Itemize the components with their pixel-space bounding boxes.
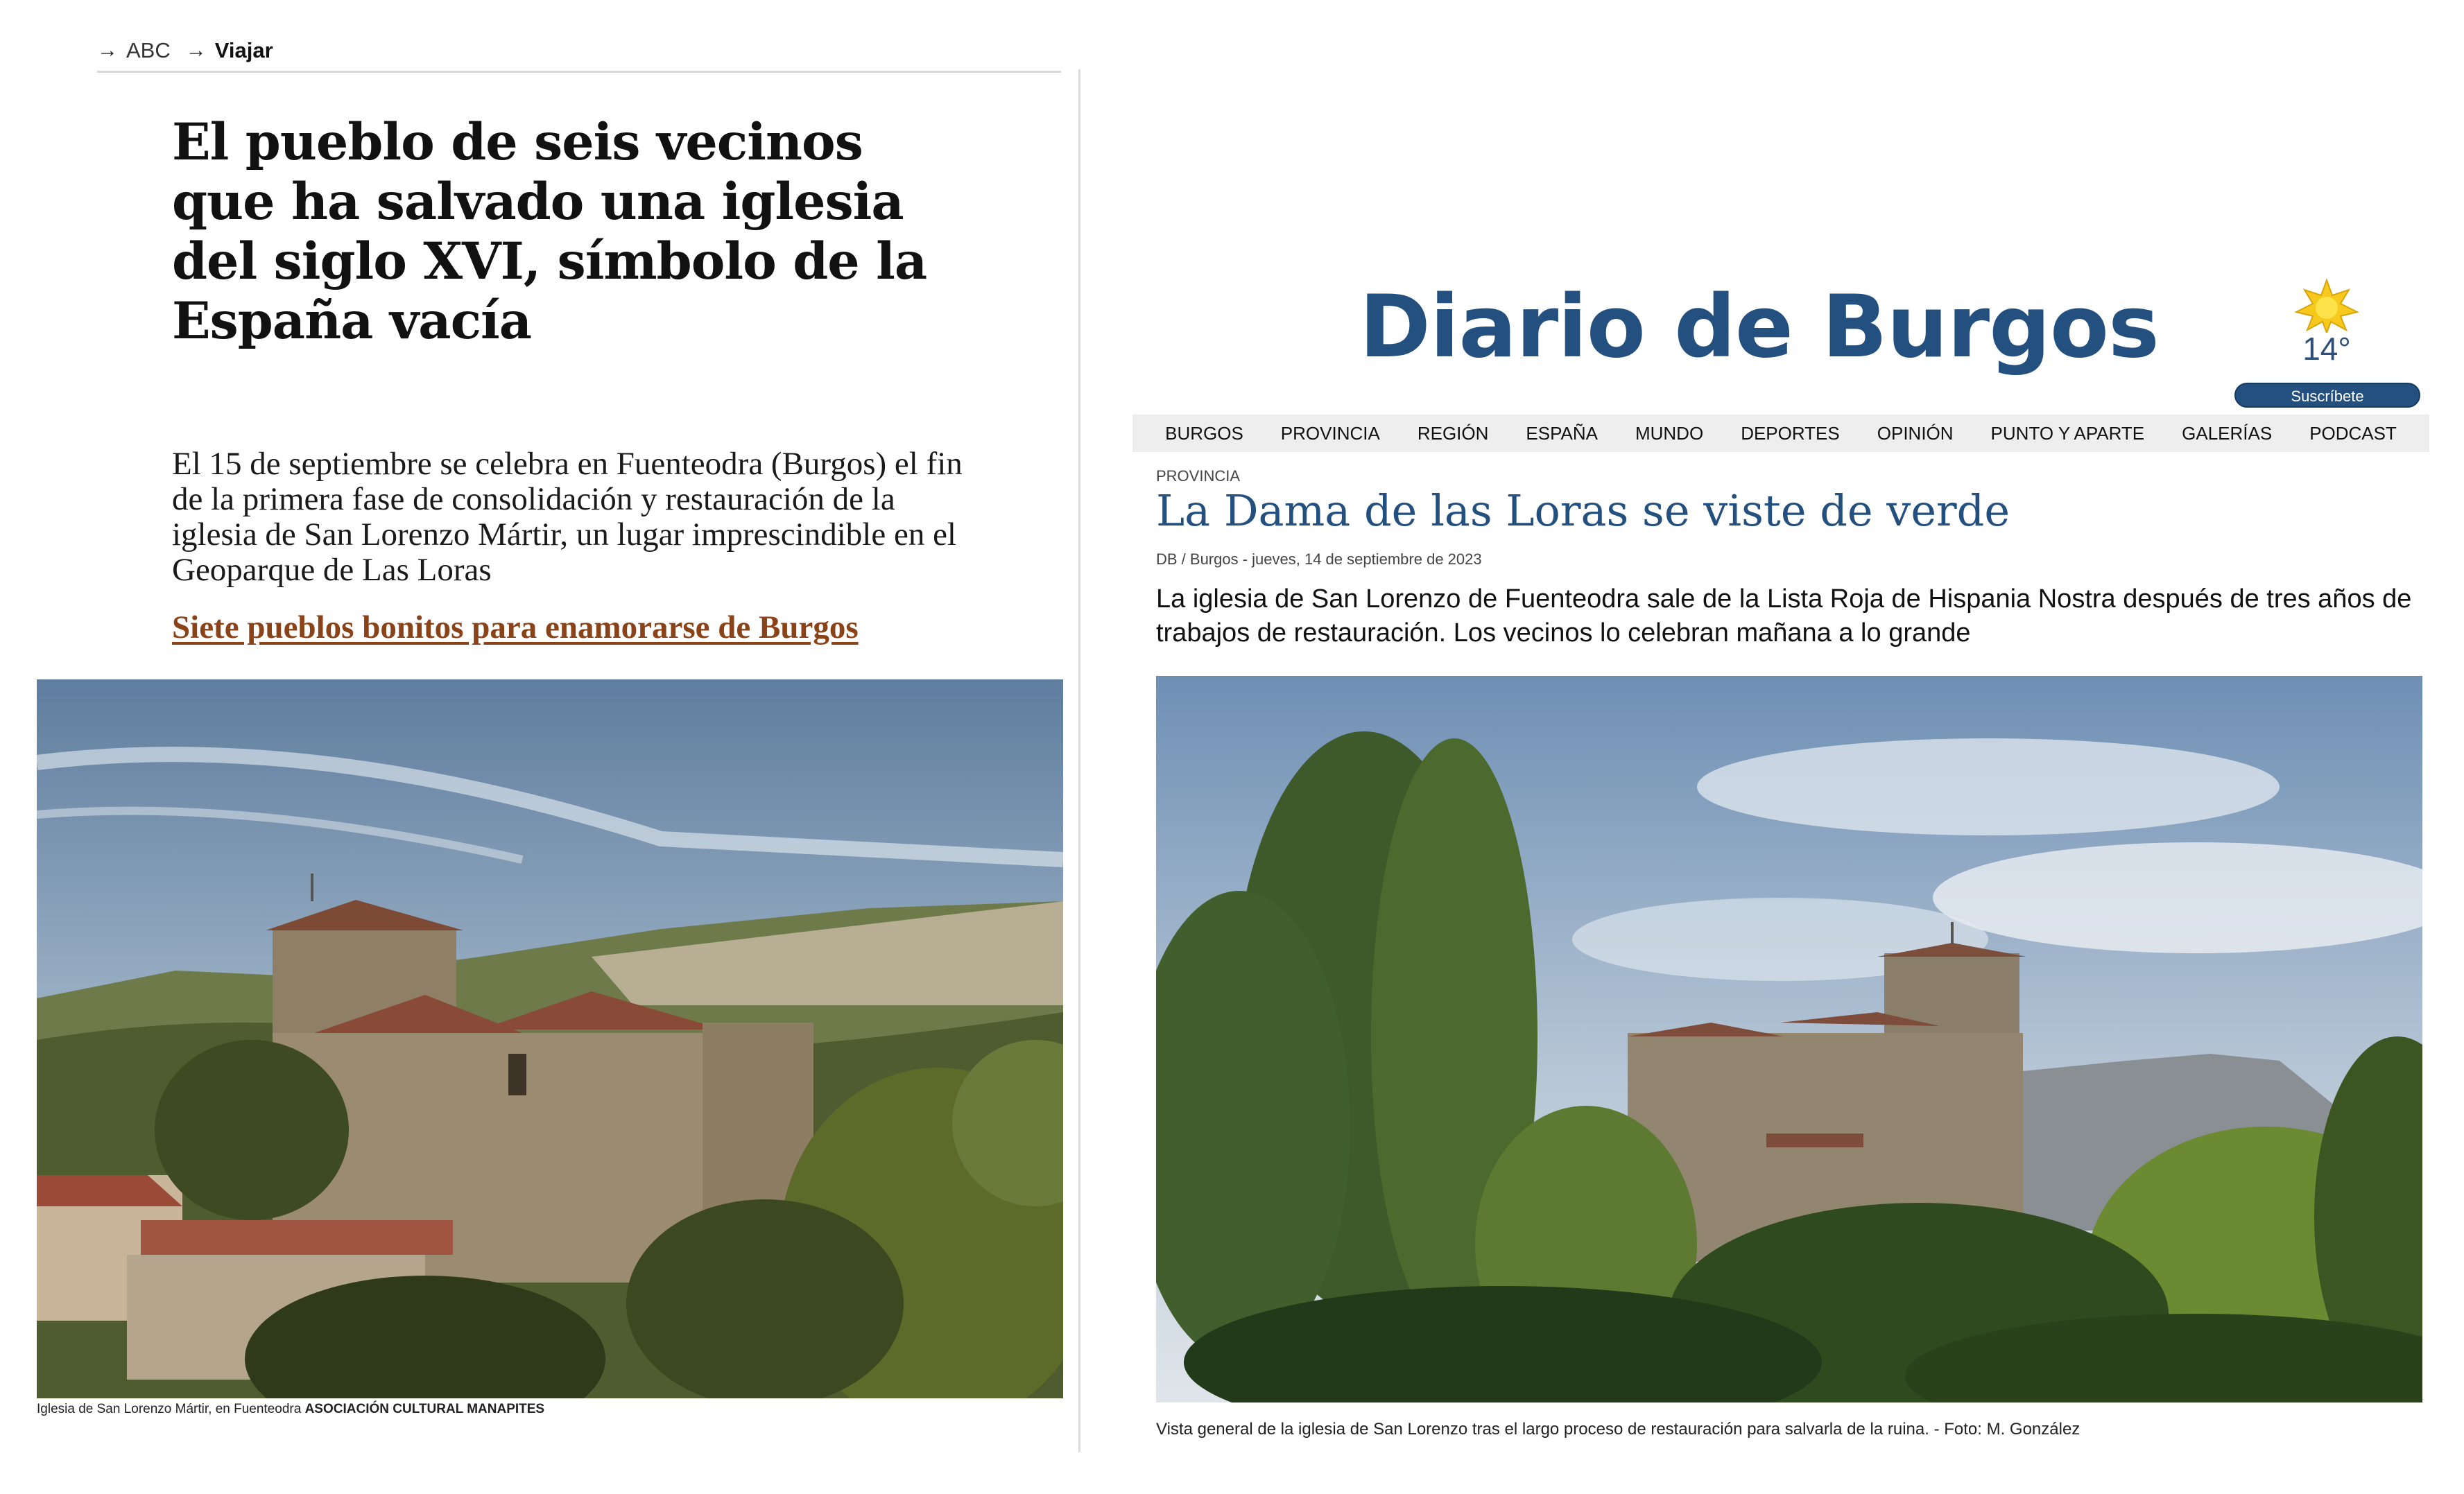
nav-item-opinion[interactable]: OPINIÓN xyxy=(1877,422,1954,444)
church-photo xyxy=(37,679,1063,1398)
arrow-right-icon: → xyxy=(185,39,207,62)
article-title: La Dama de las Loras se viste de verde xyxy=(1156,485,2010,536)
nav-item-podcast[interactable]: PODCAST xyxy=(2309,422,2397,444)
nav-item-region[interactable]: REGIÓN xyxy=(1417,422,1489,444)
church-photo xyxy=(1156,676,2422,1402)
photo-credit: ASOCIACIÓN CULTURAL MANAPITES xyxy=(304,1402,545,1416)
breadcrumb-item-viajar[interactable]: Viajar xyxy=(214,38,273,62)
main-navigation xyxy=(1132,415,2429,452)
nav-item-burgos[interactable]: BURGOS xyxy=(1165,422,1243,444)
site-logo[interactable]: Diario de Burgos xyxy=(1359,277,2159,377)
nav-item-deportes[interactable]: DEPORTES xyxy=(1741,422,1840,444)
breadcrumb-item-abc[interactable]: ABC xyxy=(126,38,171,62)
arrow-right-icon: → xyxy=(97,39,118,62)
nav-item-galerias[interactable]: GALERÍAS xyxy=(2182,422,2273,444)
nav-item-espana[interactable]: ESPAÑA xyxy=(1526,422,1598,444)
article-subheadline: El 15 de septiembre se celebra en Fuenteodra (Burgos) el fin de la primera fase de consolidación y restauración de la iglesia de San Lorenzo Mártir, un lugar imprescindible en el Geoparque de Las Loras xyxy=(172,446,963,588)
nav-item-provincia[interactable]: PROVINCIA xyxy=(1280,422,1380,444)
related-article-link[interactable]: Siete pueblos bonitos para enamorarse de Burgos xyxy=(172,609,859,645)
weather-widget[interactable] xyxy=(2285,277,2368,374)
article-byline: DB / Burgos - jueves, 14 de septiembre de 2023 xyxy=(1156,550,1482,568)
breadcrumb xyxy=(97,31,1061,73)
article-lead: La iglesia de San Lorenzo de Fuenteodra sale de la Lista Roja de Hispania Nostra después de tres años de trabajos de restauración. Los vecinos lo celebran mañana a lo grande xyxy=(1156,584,2412,648)
photo-caption: Vista general de la iglesia de San Lorenzo tras el largo proceso de restauración para salvarla de la ruina. - Foto: M. González xyxy=(1156,1420,2080,1439)
photo-caption xyxy=(37,1402,1063,1417)
caption-text: Iglesia de San Lorenzo Mártir, en Fuenteodra xyxy=(37,1402,302,1416)
subscribe-button[interactable]: Suscríbete xyxy=(2234,383,2420,408)
nav-item-punto-y-aparte[interactable]: PUNTO Y APARTE xyxy=(1990,422,2145,444)
article-headline: El pueblo de seis vecinos que ha salvado una iglesia del siglo XVI, símbolo de la España vacía xyxy=(172,112,927,351)
nav-item-mundo[interactable]: MUNDO xyxy=(1635,422,1704,444)
column-divider xyxy=(1078,69,1080,1452)
sun-icon xyxy=(2292,277,2361,333)
temperature: 14° xyxy=(2302,331,2351,367)
section-label[interactable]: PROVINCIA xyxy=(1156,467,1241,485)
